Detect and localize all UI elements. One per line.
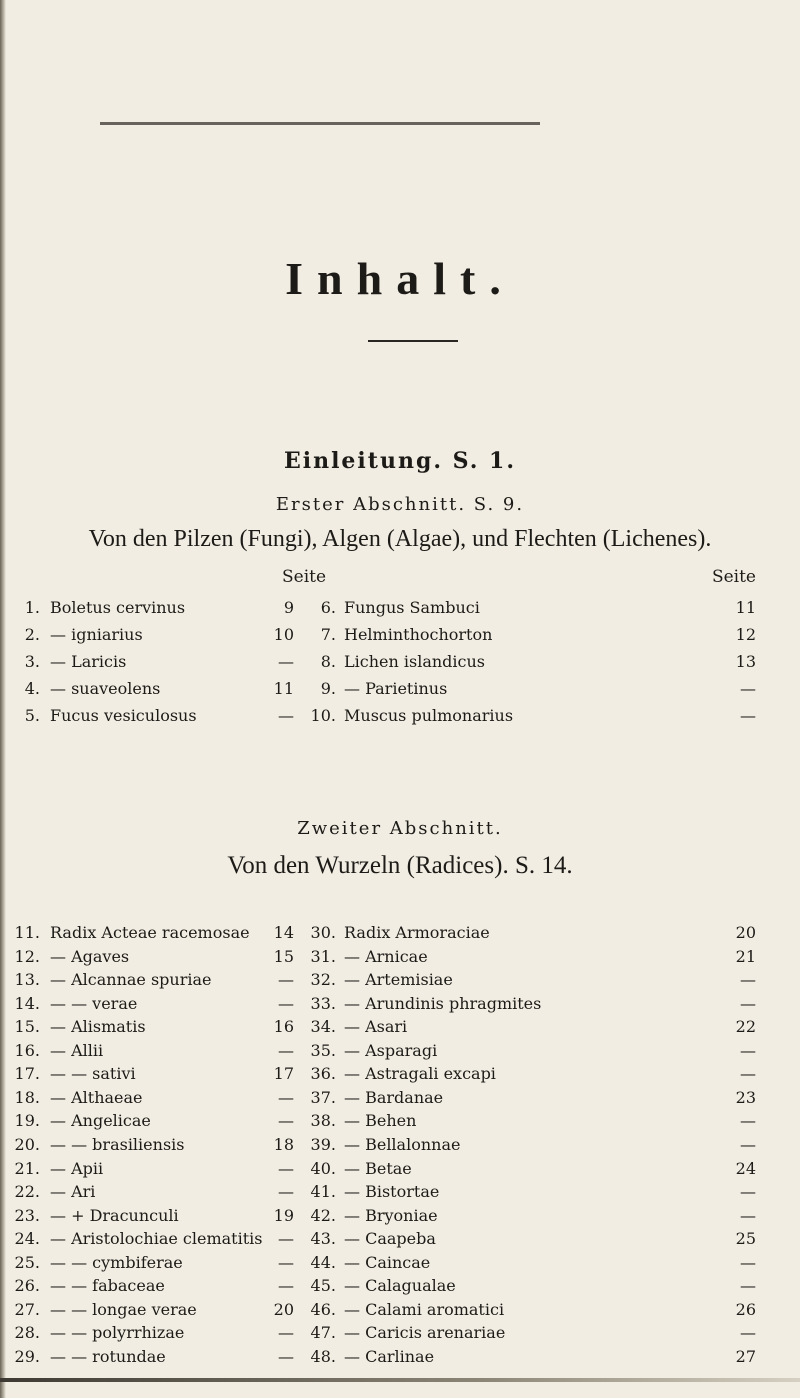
entry-number-right: 42. bbox=[310, 1205, 336, 1225]
entry-page-right: — bbox=[740, 1040, 756, 1060]
top-rule bbox=[100, 122, 540, 125]
entry-page-right: 12 bbox=[735, 625, 756, 644]
entry-page-right: 20 bbox=[735, 923, 756, 942]
entry-number-right: 43. bbox=[310, 1229, 336, 1249]
entry-page-left: — bbox=[278, 652, 294, 671]
entry-page-right: 27 bbox=[735, 1346, 756, 1366]
entry-page-right: 11 bbox=[735, 598, 756, 617]
entry-number-right: 48. bbox=[310, 1346, 336, 1366]
entry-number-left: 14. bbox=[14, 993, 40, 1013]
entry-page-left: — bbox=[278, 1276, 294, 1296]
entry-title-left: — Ari bbox=[50, 1182, 96, 1202]
entry-page-left: 15 bbox=[273, 946, 294, 966]
toc-row bbox=[0, 652, 800, 678]
entry-title-left: — Alcannae spuriae bbox=[50, 970, 212, 990]
entry-page-left: — bbox=[278, 1323, 294, 1343]
toc-row bbox=[0, 1323, 800, 1349]
entry-title-left: — Laricis bbox=[50, 652, 127, 671]
entry-title-left: — — rotundae bbox=[50, 1346, 166, 1366]
entry-number-left: 24. bbox=[14, 1229, 40, 1249]
entry-number-right: 47. bbox=[310, 1323, 336, 1343]
entry-page-left: — bbox=[278, 993, 294, 1013]
bottom-edge bbox=[0, 1378, 800, 1382]
toc-row bbox=[0, 1017, 800, 1043]
entry-title-right: — Betae bbox=[344, 1158, 412, 1178]
entry-title-left: — Angelicae bbox=[50, 1111, 151, 1131]
entry-number-left: 5. bbox=[24, 706, 40, 725]
entry-title-left: — igniarius bbox=[50, 625, 143, 644]
entry-title-right: — Caincae bbox=[344, 1252, 431, 1272]
entry-page-right: 26 bbox=[735, 1299, 756, 1319]
entry-title-right: — Asparagi bbox=[344, 1040, 438, 1060]
entry-page-left: — bbox=[278, 1252, 294, 1272]
entry-title-left: — — verae bbox=[50, 993, 138, 1013]
entry-title-left: — Alismatis bbox=[50, 1017, 146, 1037]
entry-title-right: Muscus pulmonarius bbox=[344, 706, 514, 725]
entry-number-right: 40. bbox=[310, 1158, 336, 1178]
toc-row bbox=[0, 1206, 800, 1232]
entry-number-right: 32. bbox=[310, 970, 336, 990]
seite-header-left: Seite bbox=[282, 567, 327, 587]
entry-page-left: — bbox=[278, 1087, 294, 1107]
entry-page-right: 22 bbox=[735, 1017, 756, 1037]
entry-number-left: 29. bbox=[14, 1346, 40, 1366]
entry-number-left: 28. bbox=[14, 1323, 40, 1343]
entry-page-left: — bbox=[278, 706, 294, 725]
entry-title-left: — — brasiliensis bbox=[50, 1134, 185, 1154]
entry-page-right: 13 bbox=[735, 652, 756, 671]
entry-page-left: 9 bbox=[283, 598, 294, 617]
entry-page-left: — bbox=[278, 1182, 294, 1202]
toc-row bbox=[0, 1182, 800, 1208]
abschnitt-2-title: Von den Wurzeln (Radices). S. 14. bbox=[227, 852, 573, 879]
entry-title-right: — Caapeba bbox=[344, 1229, 436, 1249]
entry-number-left: 17. bbox=[14, 1064, 40, 1084]
entry-page-right: — bbox=[740, 970, 756, 990]
entry-page-left: 14 bbox=[273, 923, 294, 942]
page-title: Inhalt. bbox=[285, 253, 515, 304]
entry-title-right: — Arundinis phragmites bbox=[344, 993, 542, 1013]
entry-page-left: 10 bbox=[273, 625, 294, 644]
toc-row bbox=[0, 1088, 800, 1114]
entry-number-left: 21. bbox=[14, 1158, 40, 1178]
entry-title-right: — Carlinae bbox=[344, 1346, 435, 1366]
toc-row bbox=[0, 625, 800, 651]
entry-number-right: 37. bbox=[310, 1087, 336, 1107]
entry-title-right: — Bardanae bbox=[344, 1087, 444, 1107]
entry-number-right: 36. bbox=[310, 1064, 336, 1084]
entry-page-right: — bbox=[740, 1323, 756, 1343]
entry-title-right: — Behen bbox=[344, 1111, 417, 1131]
entry-page-right: — bbox=[740, 706, 756, 725]
entry-title-right: — Asari bbox=[344, 1017, 408, 1037]
toc-row bbox=[0, 923, 800, 949]
entry-page-right: — bbox=[740, 1182, 756, 1202]
entry-title-left: — — longae verae bbox=[50, 1299, 197, 1319]
abschnitt-2-label: Zweiter Abschnitt. bbox=[297, 818, 503, 839]
entry-number-left: 22. bbox=[14, 1182, 40, 1202]
entry-title-right: Fungus Sambuci bbox=[344, 598, 480, 617]
toc-row bbox=[0, 679, 800, 705]
entry-page-right: 21 bbox=[735, 946, 756, 966]
entry-title-right: — Arnicae bbox=[344, 946, 428, 966]
entry-number-left: 27. bbox=[14, 1299, 40, 1319]
entry-page-right: — bbox=[740, 1064, 756, 1084]
entry-page-left: 18 bbox=[273, 1134, 294, 1154]
entry-title-right: — Artemisiae bbox=[344, 970, 453, 990]
entry-number-right: 35. bbox=[310, 1040, 336, 1060]
entry-title-left: Boletus cervinus bbox=[50, 598, 186, 617]
entry-title-left: Radix Acteae racemosae bbox=[50, 923, 250, 942]
entry-number-right: 9. bbox=[320, 679, 336, 698]
toc-row bbox=[0, 1300, 800, 1326]
entry-number-right: 39. bbox=[310, 1134, 336, 1154]
entry-number-left: 25. bbox=[14, 1252, 40, 1272]
entry-title-right: Radix Armoraciae bbox=[344, 923, 490, 942]
toc-row bbox=[0, 598, 800, 624]
entry-number-left: 13. bbox=[14, 970, 40, 990]
title-underline bbox=[368, 340, 458, 342]
entry-title-left: — — sativi bbox=[50, 1064, 136, 1084]
entry-number-right: 44. bbox=[310, 1252, 336, 1272]
entry-title-right: — Calagualae bbox=[344, 1276, 456, 1296]
entry-number-right: 31. bbox=[310, 946, 336, 966]
entry-number-left: 12. bbox=[14, 946, 40, 966]
entry-title-left: — Aristolochiae clematitis bbox=[50, 1229, 263, 1249]
entry-title-left: — — fabaceae bbox=[50, 1276, 165, 1296]
entry-title-right: — Bellalonnae bbox=[344, 1134, 461, 1154]
entry-number-left: 1. bbox=[24, 598, 40, 617]
entry-title-left: — — polyrrhizae bbox=[50, 1323, 185, 1343]
entry-page-right: 25 bbox=[735, 1229, 756, 1249]
entry-title-left: — Apii bbox=[50, 1158, 104, 1178]
entry-page-left: 11 bbox=[273, 679, 294, 698]
entry-page-right: — bbox=[740, 679, 756, 698]
entry-page-right: — bbox=[740, 1276, 756, 1296]
entry-title-left: Fucus vesiculosus bbox=[50, 706, 197, 725]
entry-page-right: — bbox=[740, 1111, 756, 1131]
toc-row bbox=[0, 1276, 800, 1302]
toc-row bbox=[0, 1347, 800, 1373]
entry-title-right: — Parietinus bbox=[344, 679, 448, 698]
einleitung-line: Einleitung. S. 1. bbox=[283, 448, 517, 474]
entry-title-right: — Calami aromatici bbox=[344, 1299, 505, 1319]
entry-title-left: — suaveolens bbox=[50, 679, 161, 698]
seite-header-right: Seite bbox=[711, 567, 756, 587]
toc-row bbox=[0, 1064, 800, 1090]
toc-row bbox=[0, 1159, 800, 1185]
toc-row bbox=[0, 1135, 800, 1161]
entry-page-left: — bbox=[278, 1158, 294, 1178]
entry-number-right: 46. bbox=[310, 1299, 336, 1319]
entry-page-left: 17 bbox=[273, 1064, 294, 1084]
entry-number-left: 23. bbox=[14, 1205, 40, 1225]
toc-row bbox=[0, 706, 800, 732]
entry-title-right: — Bistortae bbox=[344, 1182, 440, 1202]
toc-row bbox=[0, 1253, 800, 1279]
entry-number-left: 26. bbox=[14, 1276, 40, 1296]
entry-number-left: 11. bbox=[14, 923, 40, 942]
entry-title-left: — Althaeae bbox=[50, 1087, 143, 1107]
entry-number-left: 18. bbox=[14, 1087, 40, 1107]
abschnitt-1-label: Erster Abschnitt. S. 9. bbox=[275, 494, 525, 515]
entry-number-left: 3. bbox=[24, 652, 40, 671]
entry-title-right: — Bryoniae bbox=[344, 1205, 438, 1225]
entry-number-right: 45. bbox=[310, 1276, 336, 1296]
entry-title-right: Helminthochorton bbox=[344, 625, 493, 644]
abschnitt-1-title: Von den Pilzen (Fungi), Algen (Algae), und Flechten (Lichenes). bbox=[88, 526, 712, 552]
entry-number-right: 34. bbox=[310, 1017, 336, 1037]
toc-row bbox=[0, 1229, 800, 1255]
entry-number-left: 20. bbox=[14, 1134, 40, 1154]
entry-page-left: — bbox=[278, 1111, 294, 1131]
entry-title-left: — Agaves bbox=[50, 946, 130, 966]
entry-title-right: Lichen islandicus bbox=[344, 652, 485, 671]
entry-number-left: 19. bbox=[14, 1111, 40, 1131]
entry-page-left: 20 bbox=[273, 1299, 294, 1319]
entry-title-right: — Astragali excapi bbox=[344, 1064, 496, 1084]
entry-page-left: — bbox=[278, 970, 294, 990]
entry-number-right: 30. bbox=[310, 923, 336, 942]
entry-page-right: — bbox=[740, 993, 756, 1013]
entry-page-left: — bbox=[278, 1346, 294, 1366]
entry-title-right: — Caricis arenariae bbox=[344, 1323, 506, 1343]
toc-row bbox=[0, 970, 800, 996]
entry-page-right: — bbox=[740, 1205, 756, 1225]
entry-number-right: 6. bbox=[320, 598, 336, 617]
toc-row bbox=[0, 1041, 800, 1067]
entry-number-right: 33. bbox=[310, 993, 336, 1013]
entry-number-left: 16. bbox=[14, 1040, 40, 1060]
entry-page-right: — bbox=[740, 1252, 756, 1272]
entry-number-right: 38. bbox=[310, 1111, 336, 1131]
entry-page-right: 24 bbox=[735, 1158, 756, 1178]
entry-title-left: — — cymbiferae bbox=[50, 1252, 183, 1272]
entry-number-right: 10. bbox=[310, 706, 336, 725]
toc-row bbox=[0, 1111, 800, 1137]
entry-page-left: — bbox=[278, 1040, 294, 1060]
entry-number-left: 15. bbox=[14, 1017, 40, 1037]
entry-page-left: — bbox=[278, 1229, 294, 1249]
entry-title-left: — Allii bbox=[50, 1040, 104, 1060]
toc-row bbox=[0, 947, 800, 973]
entry-page-right: 23 bbox=[735, 1087, 756, 1107]
entry-number-right: 8. bbox=[320, 652, 336, 671]
toc-row bbox=[0, 994, 800, 1020]
entry-page-left: 19 bbox=[273, 1205, 294, 1225]
entry-number-right: 7. bbox=[320, 625, 336, 644]
entry-page-right: — bbox=[740, 1134, 756, 1154]
entry-number-right: 41. bbox=[310, 1182, 336, 1202]
entry-page-left: 16 bbox=[273, 1017, 294, 1037]
entry-number-left: 2. bbox=[24, 625, 40, 644]
entry-title-left: — + Dracunculi bbox=[50, 1205, 179, 1225]
entry-number-left: 4. bbox=[24, 679, 40, 698]
